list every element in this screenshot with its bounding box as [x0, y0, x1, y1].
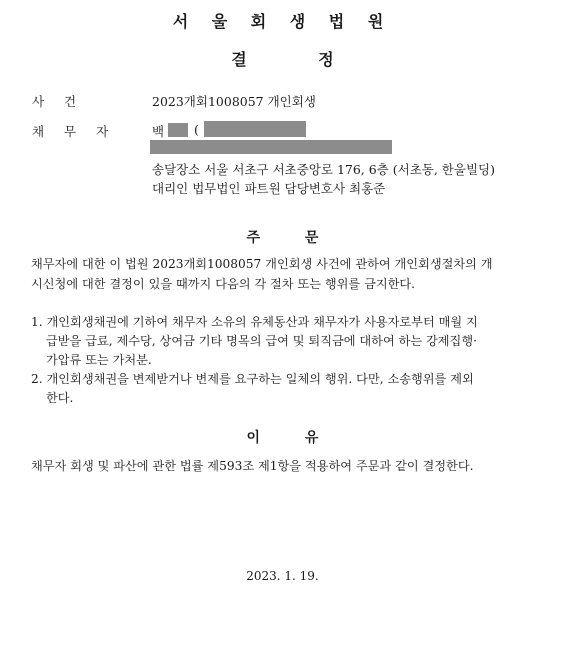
order-item-2-line-2: 한다. [46, 391, 74, 405]
service-address: 송달장소 서울 서초구 서초중앙로 176, 6층 (서초동, 한울빌딩) [152, 162, 495, 177]
redaction-debtor-address [150, 140, 392, 154]
document-title: 결 정 [231, 50, 334, 69]
decision-date: 2023. 1. 19. [246, 569, 319, 583]
order-heading: 주 문 [246, 230, 319, 246]
debtor-label: 채 무 자 [32, 124, 109, 139]
order-item-2-line-1: 2. 개인회생채권을 변제받거나 변제를 요구하는 일체의 행위. 다만, 소송행위를 제외 [31, 372, 474, 386]
order-item-1-line-1: 1. 개인회생채권에 기하여 채무자 소유의 유체동산과 채무자가 사용자로부터 매월 지 [31, 315, 478, 329]
debtor-agent: 대리인 법무법인 파트원 담당변호사 최홍준 [152, 181, 386, 196]
case-number: 2023개회1008057 개인회생 [152, 94, 316, 109]
debtor-paren: ( [194, 122, 199, 137]
order-intro-line-2: 시신청에 대한 결정이 있을 때까지 다음의 각 절차 또는 행위를 금지한다. [31, 277, 416, 291]
reason-text: 채무자 회생 및 파산에 관한 법률 제593조 제1항을 적용하여 주문과 같이 결정한다. [31, 459, 474, 473]
order-intro-line-1: 채무자에 대한 이 법원 2023개회1008057 개인회생 사건에 관하여 개인회생절차의 개 [31, 257, 493, 271]
debtor-name-prefix: 백 [152, 124, 165, 139]
court-name: 서 울 회 생 법 원 [172, 12, 393, 31]
order-item-1-line-3: 가압류 또는 가처분. [46, 353, 152, 367]
order-item-1-line-2: 급받을 급료, 제수당, 상여금 기타 명목의 급여 및 퇴직금에 대하여 하는 강제집행· [46, 334, 477, 348]
redaction-debtor-id [204, 121, 306, 137]
redaction-debtor-name [168, 123, 188, 137]
reason-heading: 이 유 [246, 430, 319, 446]
case-label: 사 건 [32, 94, 77, 109]
